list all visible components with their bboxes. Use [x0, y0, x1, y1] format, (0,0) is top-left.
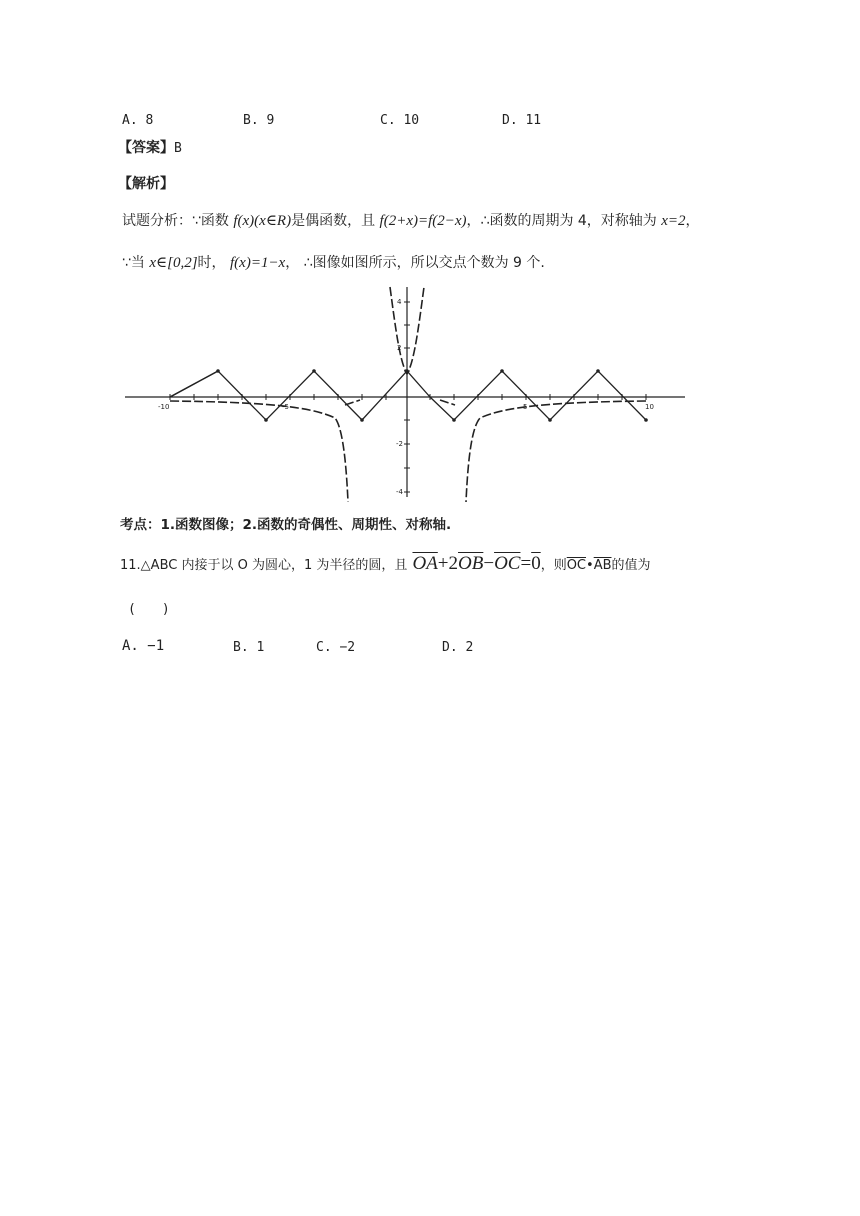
x-tick-label: 10	[645, 403, 654, 411]
right-fragment	[440, 400, 455, 405]
q11-operator: =	[520, 553, 532, 574]
analysis-text: ，	[685, 213, 700, 229]
vector-ob: $\overline{OB}$	[458, 553, 484, 574]
q11-operator: −	[483, 553, 495, 574]
q11-text: ，则	[540, 558, 567, 573]
y-tick-label: 2	[397, 344, 402, 352]
analysis-label: 【解析】	[118, 176, 174, 192]
x-tick-label: 5	[523, 403, 528, 411]
function-graph	[120, 282, 690, 507]
analysis-text: 是偶函数，且	[291, 213, 380, 229]
q11-stem	[120, 553, 651, 575]
answer-line	[118, 137, 182, 157]
periodic-zigzag	[170, 371, 430, 420]
analysis-text: 试题分析：∵函数	[122, 213, 234, 229]
option-d: D. 11	[502, 113, 542, 128]
q11-option-c: C. −2	[316, 640, 356, 655]
formula: f(2+x)=f(2−x)	[379, 213, 467, 229]
formula: f(x)(x∈R)	[233, 213, 292, 229]
q11-text: 11.△ABC 内接于以 O 为圆心，1 为半径的圆，且	[120, 558, 408, 573]
y-tick-label: -4	[396, 488, 403, 496]
formula: x∈[0,2]	[149, 255, 198, 271]
vector-ab: $\overline{AB}$	[593, 558, 612, 573]
periodic-zigzag-left	[170, 371, 218, 397]
lower-left-branch	[170, 401, 348, 502]
y-tick-label: 4	[397, 298, 402, 306]
vector-oc: $\overline{OC}$	[566, 558, 587, 573]
q11-paren: ( )	[128, 602, 170, 617]
lower-right-branch	[466, 401, 646, 502]
periodic-zigzag	[430, 371, 646, 420]
formula: f(x)=1−x	[230, 255, 286, 271]
kaodian-line: 考点：1.函数图像；2.函数的奇偶性、周期性、对称轴.	[120, 517, 452, 533]
vector-oa: $\overline{OA}$	[412, 553, 438, 574]
q11-option-b: B. 1	[233, 640, 265, 655]
left-fragment	[345, 400, 360, 405]
zero-vector: 0	[531, 553, 541, 574]
y-tick-label: -2	[396, 440, 403, 448]
analysis-line-2	[122, 252, 545, 272]
option-c: C. 10	[380, 113, 420, 128]
q11-option-a: A. −1	[122, 638, 165, 654]
x-tick-label: -10	[158, 403, 170, 411]
option-b: B. 9	[243, 113, 275, 128]
answer-value: B	[174, 141, 182, 156]
formula: x=2	[661, 213, 686, 229]
q11-option-d: D. 2	[442, 640, 474, 655]
analysis-text: ，∴函数的周期为 4，对称轴为	[466, 213, 662, 229]
x-tick-label: -5	[282, 403, 289, 411]
q11-operator: +2	[437, 553, 459, 574]
vector-oc: $\overline{OC}$	[494, 553, 521, 574]
answer-label: 【答案】	[118, 140, 174, 156]
q11-text: 的值为	[611, 558, 651, 573]
analysis-text: ， ∴图像如图所示，所以交点个数为 9 个.	[285, 255, 545, 271]
dot-operator: •	[586, 558, 594, 573]
analysis-text: ∵当	[122, 255, 150, 271]
analysis-text: 时，	[197, 255, 230, 271]
analysis-line-1	[122, 210, 700, 230]
option-a: A. 8	[122, 113, 154, 128]
